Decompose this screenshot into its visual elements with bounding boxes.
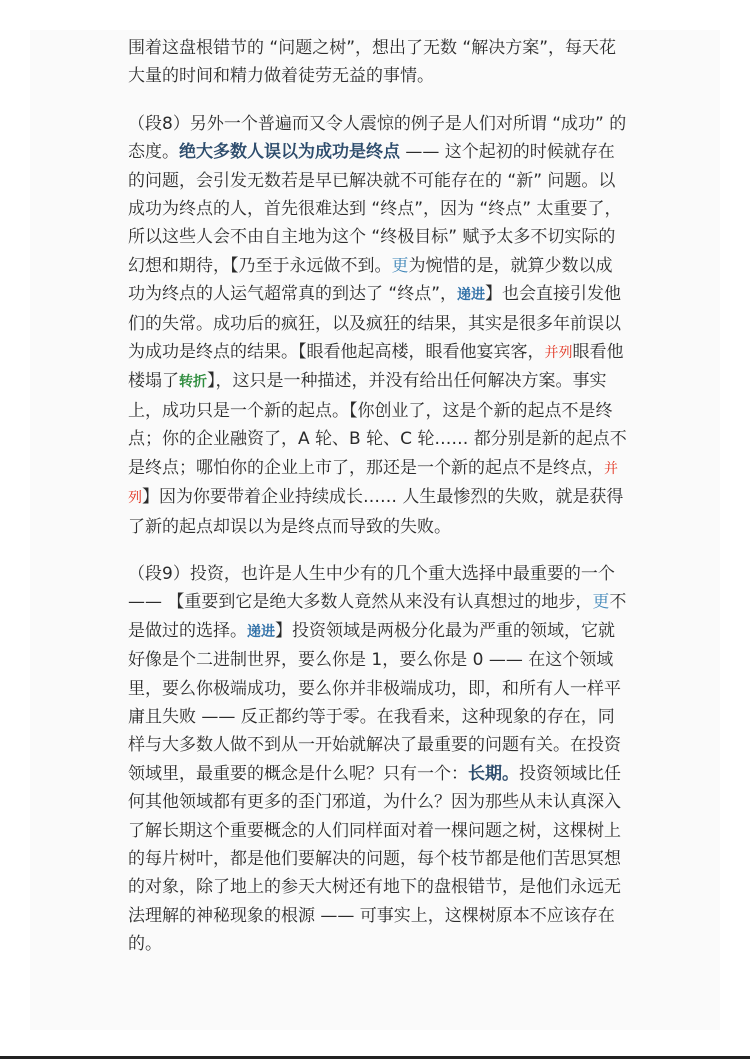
annotation-tag-progressive: 递进 [247,623,275,640]
paragraph-text: 】投资领域是两极分化最为严重的领域，它就好像是个二进制世界，要么你是 1，要么你是 0 —— 在这个领域里，要么你极端成功，要么你并非极端成功，即，和所有人一样平庸且失败 —— 反正都约等于零。在我看来，这种现象的存在，同样与大多数人做不到从一开始就解决了最重要的问题有关。在投资领域里，最重要的概念是什么呢？只有一个： [128,620,621,784]
paragraph-text: 】也会直接引发他们的失常。成功后的疯狂，以及疯狂的结果，其实是很多年前误以为成功是终点的结果。【眼看他起高楼，眼看他宴宾客， [128,284,622,363]
paragraph-text: 不是做过的选择。 [128,592,627,641]
paragraph-text: 投资领域比任何其他领域都有更多的歪门邪道，为什么？因为那些从未认真深入了解长期这个重要概念的人们同样面对着一棵问题之树，这棵树上的每片树叶，都是他们要解决的问题，每个枝节都是他们苦思冥想的对象，除了地上的参天大树还有地下的盘根错节，是他们永远无法理解的神秘现象的根源 —— 可事实上，这棵树原本不应该存在的。 [128,763,621,955]
paragraph-text: 眼看他楼塌了 [128,342,624,392]
paragraph-text: —— 这个起初的时候就存在的问题，会引发无数若是早已解决就不可能存在的 “新” 问题。以成功为终点的人，首先很难达到 “终点”，因为 “终点” 太重要了，所以这些人会不由自主地为这个 “终极目标” 赋予太多不切实际的幻想和期待，【乃至于永远做不到。 [128,142,622,276]
paragraph-text: 围着这盘根错节的 “问题之树”，想出了无数 “解决方案”，每天花大量的时间和精力做着徒劳无益的事情。 [128,38,617,87]
emphasis-text: 长期。 [468,763,519,784]
paragraph-7-continuation [128,34,628,91]
article-body [128,34,628,959]
emphasis-text: 绝大多数人误以为成功是终点 [179,142,400,163]
highlight-text: 更 [391,255,409,276]
bottom-divider [0,1056,750,1059]
paragraph-text: 为惋惜的是，就算少数以成功为终点的人运气超常真的到达了 “终点”， [128,255,613,305]
paragraph-8 [128,110,628,541]
highlight-text: 更 [592,592,610,613]
paragraph-text: 】，这只是一种描述，并没有给出任何解决方案。事实上，成功只是一个新的起点。【你创业了，这是个新的起点不是终点；你的企业融资了，A 轮、B 轮、C 轮…… 都分别是新的起点不是终点；哪怕你的企业上市了，那还是一个新的起点不是终点， [128,371,627,478]
paragraph-text: 】因为你要带着企业持续成长…… 人生最惨烈的失败，就是获得了新的起点却误以为是终点而导致的失败。 [128,487,624,537]
annotation-tag-turning: 转折 [179,374,207,391]
annotation-tag-progressive: 递进 [457,287,486,304]
annotation-tag-parallel: 并列 [128,460,618,507]
paragraph-text: （段9）投资，也许是人生中少有的几个重大选择中最重要的一个 —— 【重要到它是绝大多数人竟然从来没有认真想过的地步， [128,563,615,613]
paragraph-9 [128,560,628,959]
annotation-tag-parallel: 并列 [544,345,573,362]
paragraph-text: （段8）另外一个普遍而又令人震惊的例子是人们对所谓 “成功” 的态度。 [128,113,627,163]
